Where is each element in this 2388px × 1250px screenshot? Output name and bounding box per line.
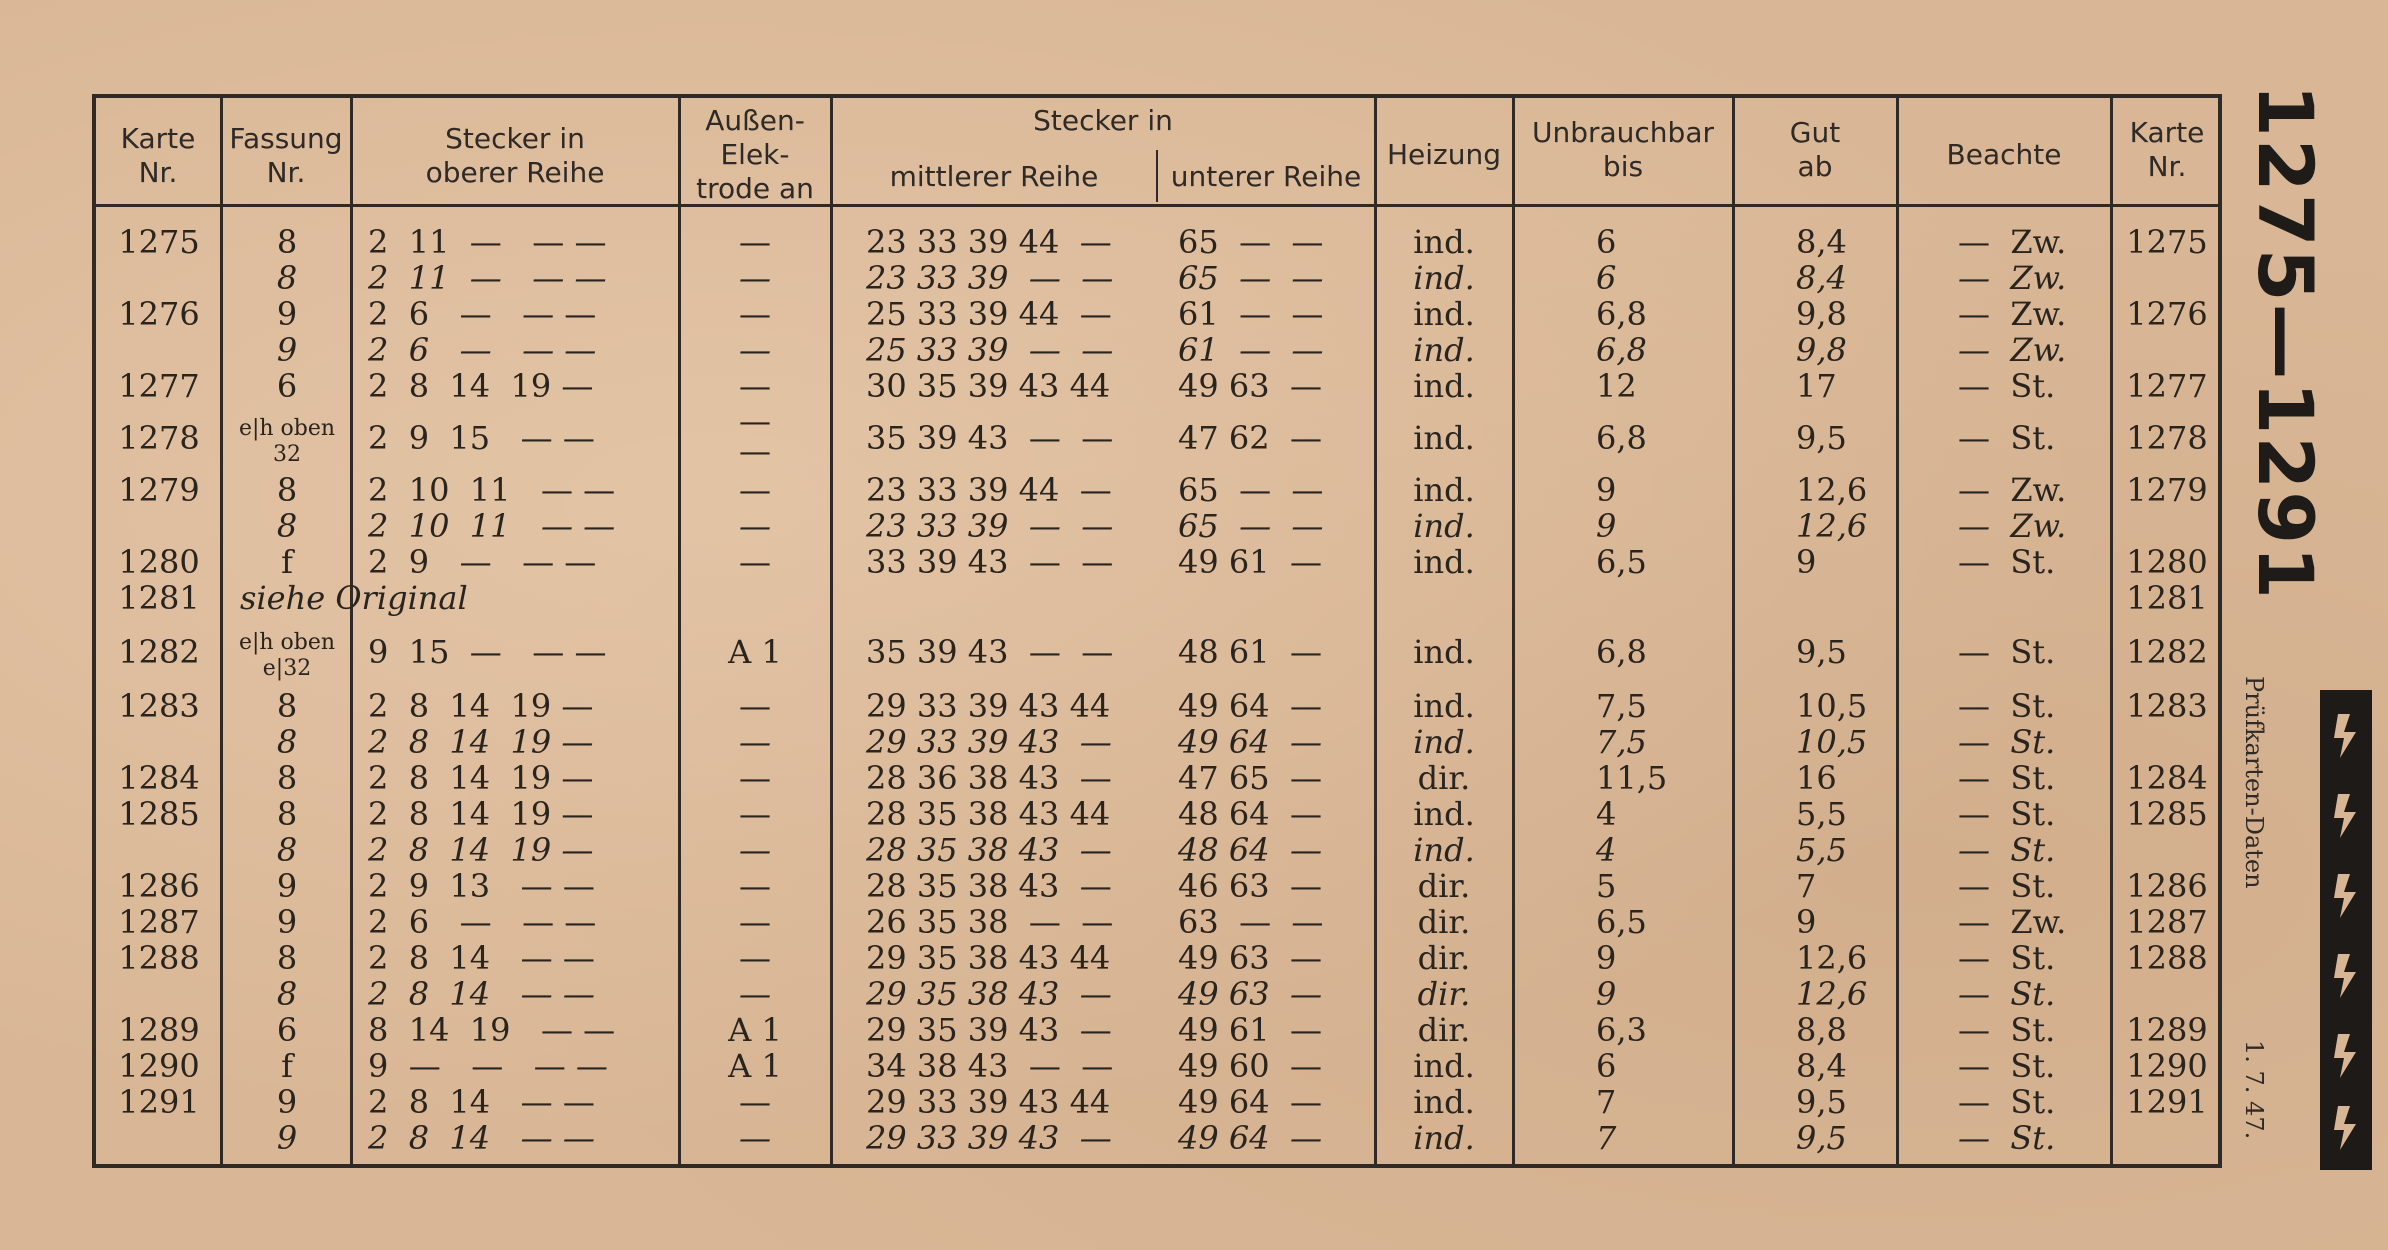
- cell-oben: 2 8 14 19 —: [368, 687, 594, 725]
- cell-karte2: 1284: [2126, 759, 2208, 797]
- cell-unten: 49 63 —: [1178, 939, 1322, 977]
- cell-heizung: ind.: [1413, 723, 1475, 761]
- cell-gut: 9,8: [1796, 295, 1847, 333]
- cell-oben: 9 — — — —: [368, 1047, 608, 1085]
- cell-mittel: 29 35 38 43 44: [866, 939, 1111, 977]
- cell-unbr: 7,5: [1596, 723, 1647, 761]
- cell-fassung: 9: [276, 1119, 298, 1157]
- cell-unbr: 6,5: [1596, 543, 1647, 581]
- cell-heizung: ind.: [1413, 831, 1475, 869]
- cell-gut: 10,5: [1796, 723, 1868, 761]
- cell-oben: 2 8 14 — —: [368, 975, 595, 1013]
- cell-heizung: ind.: [1413, 223, 1475, 261]
- cell-aussen: —: [739, 831, 771, 869]
- cell-beachte: — St.: [1958, 867, 2056, 905]
- cell-unten: 49 64 —: [1178, 687, 1322, 725]
- cell-beachte: — Zw.: [1958, 331, 2067, 369]
- cell-karte2: 1279: [2126, 471, 2208, 509]
- cell-fassung: 8: [276, 795, 298, 833]
- cell-unten: 65 — —: [1178, 223, 1324, 261]
- cell-unten: 65 — —: [1178, 471, 1324, 509]
- col-divider: [1732, 98, 1735, 1164]
- cell-mittel: 35 39 43 — —: [866, 419, 1114, 457]
- cell-unten: 65 — —: [1178, 507, 1324, 545]
- cell-unbr: 6,3: [1596, 1011, 1647, 1049]
- header-gut: Gut ab: [1789, 116, 1841, 183]
- col-divider: [350, 98, 353, 1164]
- cell-karte2: 1291: [2126, 1083, 2208, 1121]
- cell-beachte: — St.: [1958, 759, 2056, 797]
- header-beachte: Beachte: [1946, 138, 2062, 171]
- cell-mittel: 23 33 39 44 —: [866, 471, 1112, 509]
- cell-gut: 8,4: [1796, 223, 1847, 261]
- cell-fassung: 8: [276, 687, 298, 725]
- cell-beachte: — Zw.: [1958, 507, 2067, 545]
- cell-unten: 48 61 —: [1178, 633, 1322, 671]
- cell-gut: 12,6: [1796, 939, 1868, 977]
- cell-unbr: 6,8: [1596, 295, 1647, 333]
- cell-mittel: 28 36 38 43 —: [866, 759, 1112, 797]
- cell-gut: 9,5: [1796, 633, 1847, 671]
- cell-unten: 49 63 —: [1178, 367, 1322, 405]
- header-oberer-reihe: Stecker in oberer Reihe: [425, 122, 605, 189]
- cell-beachte: — St.: [1958, 723, 2056, 761]
- cell-fassung: f: [281, 1047, 293, 1085]
- cell-aussen: —: [739, 975, 771, 1013]
- cell-aussen: —: [739, 723, 771, 761]
- cell-fassung: 9: [276, 331, 298, 369]
- col-divider: [678, 98, 681, 1164]
- cell-fassung: 9: [276, 867, 298, 905]
- cell-karte: 1286: [118, 867, 200, 905]
- cell-unten: 48 64 —: [1178, 795, 1322, 833]
- card-range-title: 1275—1291: [2241, 84, 2330, 602]
- cell-beachte: — St.: [1958, 795, 2056, 833]
- cell-unten: 49 64 —: [1178, 1119, 1322, 1157]
- cell-oben: 2 11 — — —: [368, 259, 607, 297]
- cell-karte: 1290: [118, 1047, 200, 1085]
- cell-unten: 61 — —: [1178, 295, 1324, 333]
- cell-mittel: 28 35 38 43 —: [866, 831, 1112, 869]
- cell-unten: 65 — —: [1178, 259, 1324, 297]
- cell-fassung: 6: [276, 367, 298, 405]
- cell-aussen: —: [739, 507, 771, 545]
- cell-mittel: 34 38 43 — —: [866, 1047, 1114, 1085]
- cell-aussen: — —: [739, 402, 771, 470]
- cell-gut: 16: [1796, 759, 1837, 797]
- lightning-icon: [2328, 950, 2364, 1002]
- cell-gut: 8,4: [1796, 259, 1847, 297]
- cell-oben: 2 8 14 — —: [368, 939, 595, 977]
- cell-fassung: 8: [276, 723, 298, 761]
- cell-gut: 12,6: [1796, 975, 1868, 1013]
- lightning-icon: [2328, 870, 2364, 922]
- cell-fassung: 8: [276, 507, 298, 545]
- cell-karte2: 1286: [2126, 867, 2208, 905]
- cell-gut: 9: [1796, 543, 1817, 581]
- cell-gut: 12,6: [1796, 471, 1868, 509]
- cell-fassung: 6: [276, 1011, 298, 1049]
- cell-gut: 9,5: [1796, 1119, 1847, 1157]
- cell-aussen: —: [739, 223, 771, 261]
- cell-unten: 48 64 —: [1178, 831, 1322, 869]
- cell-karte: 1276: [118, 295, 200, 333]
- cell-unbr: 6: [1596, 223, 1617, 261]
- cell-beachte: — Zw.: [1958, 471, 2067, 509]
- cell-beachte: — St.: [1958, 831, 2056, 869]
- cell-mittel: 29 33 39 43 —: [866, 723, 1112, 761]
- cell-unbr: 9: [1596, 507, 1617, 545]
- cell-unbr: 6: [1596, 1047, 1617, 1085]
- col-divider: [1374, 98, 1377, 1164]
- cell-mittel: 25 33 39 — —: [866, 331, 1114, 369]
- cell-karte: 1284: [118, 759, 200, 797]
- lightning-icon: [2328, 710, 2364, 762]
- cell-heizung: dir.: [1417, 1011, 1471, 1049]
- cell-aussen: —: [739, 1119, 771, 1157]
- cell-karte: 1280: [118, 543, 200, 581]
- cell-oben: 2 6 — — —: [368, 331, 597, 369]
- cell-aussen: —: [739, 759, 771, 797]
- cell-mittel: 29 35 39 43 —: [866, 1011, 1112, 1049]
- cell-unbr: 6,5: [1596, 903, 1647, 941]
- cell-heizung: ind.: [1413, 367, 1475, 405]
- cell-oben: 2 8 14 19 —: [368, 723, 594, 761]
- lightning-icon: [2328, 1030, 2364, 1082]
- cell-beachte: — Zw.: [1958, 223, 2067, 261]
- cell-oben: 2 8 14 — —: [368, 1083, 595, 1121]
- cell-karte2: 1288: [2126, 939, 2208, 977]
- cell-heizung: ind.: [1413, 1083, 1475, 1121]
- cell-gut: 9,5: [1796, 1083, 1847, 1121]
- cell-aussen: —: [739, 1083, 771, 1121]
- cell-heizung: ind.: [1413, 471, 1475, 509]
- cell-heizung: ind.: [1413, 259, 1475, 297]
- header-unterer-reihe: unterer Reihe: [1170, 160, 1362, 193]
- cell-heizung: dir.: [1417, 903, 1471, 941]
- cell-fassung: e|h oben 32: [238, 416, 336, 467]
- cell-gut: 5,5: [1796, 795, 1847, 833]
- cell-beachte: — Zw.: [1958, 903, 2067, 941]
- cell-beachte: — St.: [1958, 419, 2056, 457]
- header-divider: [96, 204, 2218, 207]
- cell-beachte: — St.: [1958, 687, 2056, 725]
- cell-beachte: — Zw.: [1958, 259, 2067, 297]
- cell-aussen: —: [739, 687, 771, 725]
- cell-heizung: dir.: [1417, 939, 1471, 977]
- cell-aussen: A 1: [728, 1011, 782, 1049]
- cell-mittel: 29 33 39 43 —: [866, 1119, 1112, 1157]
- cell-unbr: 7: [1596, 1119, 1617, 1157]
- cell-aussen: —: [739, 471, 771, 509]
- cell-unbr: 9: [1596, 975, 1617, 1013]
- cell-unten: 49 60 —: [1178, 1047, 1322, 1085]
- cell-mittel: 26 35 38 — —: [866, 903, 1114, 941]
- cell-oben: 2 10 11 — —: [368, 471, 616, 509]
- cell-karte2: 1290: [2126, 1047, 2208, 1085]
- cell-heizung: ind.: [1413, 419, 1475, 457]
- cell-heizung: ind.: [1413, 543, 1475, 581]
- cell-unten: 47 65 —: [1178, 759, 1322, 797]
- cell-fassung: f: [281, 543, 293, 581]
- cell-unbr: 6,8: [1596, 633, 1647, 671]
- cell-fassung: 8: [276, 471, 298, 509]
- cell-heizung: ind.: [1413, 633, 1475, 671]
- cell-beachte: — St.: [1958, 975, 2056, 1013]
- cell-oben: 2 8 14 — —: [368, 1119, 595, 1157]
- cell-unbr: 7,5: [1596, 687, 1647, 725]
- header-fassung: Fassung Nr.: [229, 122, 343, 189]
- cell-mittel: 23 33 39 — —: [866, 507, 1114, 545]
- cell-aussen: —: [739, 367, 771, 405]
- cell-fassung: 8: [276, 831, 298, 869]
- cell-unbr: 11,5: [1596, 759, 1668, 797]
- col-divider: [220, 98, 223, 1164]
- cell-karte: 1287: [118, 903, 200, 941]
- cell-gut: 5,5: [1796, 831, 1847, 869]
- cell-gut: 8,4: [1796, 1047, 1847, 1085]
- cell-beachte: — St.: [1958, 1011, 2056, 1049]
- cell-mittel: 28 35 38 43 44: [866, 795, 1111, 833]
- cell-unbr: 6: [1596, 259, 1617, 297]
- cell-oben: 2 8 14 19 —: [368, 759, 594, 797]
- cell-karte2: 1277: [2126, 367, 2208, 405]
- header-mittlerer-reihe: mittlerer Reihe: [889, 160, 1099, 193]
- cell-heizung: dir.: [1417, 759, 1471, 797]
- lightning-icon: [2328, 1102, 2364, 1154]
- cell-beachte: — St.: [1958, 1119, 2056, 1157]
- cell-heizung: ind.: [1413, 687, 1475, 725]
- cell-heizung: ind.: [1413, 295, 1475, 333]
- cell-aussen: —: [739, 939, 771, 977]
- cell-karte: 1285: [118, 795, 200, 833]
- cell-karte: 1289: [118, 1011, 200, 1049]
- cell-unbr: 4: [1596, 831, 1617, 869]
- header-karte: Karte Nr.: [120, 122, 196, 189]
- cell-karte2: 1281: [2126, 579, 2208, 617]
- cell-beachte: — St.: [1958, 1083, 2056, 1121]
- cell-oben: 2 9 — — —: [368, 543, 597, 581]
- cell-fassung: e|h oben e|32: [238, 630, 336, 681]
- cell-heizung: ind.: [1413, 795, 1475, 833]
- cell-aussen: —: [739, 543, 771, 581]
- cell-gut: 10,5: [1796, 687, 1868, 725]
- cell-mittel: 23 33 39 — —: [866, 259, 1114, 297]
- cell-oben: 2 6 — — —: [368, 295, 597, 333]
- cell-fassung: 8: [276, 759, 298, 797]
- cell-fassung: 8: [276, 223, 298, 261]
- cell-unten: 49 61 —: [1178, 543, 1322, 581]
- cell-heizung: dir.: [1417, 867, 1471, 905]
- cell-unten: 47 62 —: [1178, 419, 1322, 457]
- cell-oben: 2 10 11 — —: [368, 507, 616, 545]
- cell-aussen: A 1: [728, 633, 782, 671]
- cell-gut: 9: [1796, 903, 1817, 941]
- cell-fassung: 8: [276, 975, 298, 1013]
- cell-mittel: 28 35 38 43 —: [866, 867, 1112, 905]
- cell-unbr: 9: [1596, 471, 1617, 509]
- cell-karte: 1275: [118, 223, 200, 261]
- cell-aussen: A 1: [728, 1047, 782, 1085]
- cell-karte2: 1289: [2126, 1011, 2208, 1049]
- cell-beachte: — St.: [1958, 367, 2056, 405]
- cell-unten: 49 64 —: [1178, 1083, 1322, 1121]
- cell-fassung: 9: [276, 903, 298, 941]
- cell-mittel: 29 33 39 43 44: [866, 1083, 1111, 1121]
- cell-karte2: 1287: [2126, 903, 2208, 941]
- col-divider: [1896, 98, 1899, 1164]
- cell-mittel: 23 33 39 44 —: [866, 223, 1112, 261]
- cell-unbr: 7: [1596, 1083, 1617, 1121]
- cell-oben: 2 6 — — —: [368, 903, 597, 941]
- cell-karte2: 1276: [2126, 295, 2208, 333]
- cell-karte: 1279: [118, 471, 200, 509]
- cell-gut: 9,8: [1796, 331, 1847, 369]
- header-unbrauchbar: Unbrauchbar bis: [1531, 116, 1714, 183]
- cell-oben: 2 9 13 — —: [368, 867, 595, 905]
- cell-heizung: ind.: [1413, 1119, 1475, 1157]
- cell-unbr: 6,8: [1596, 419, 1647, 457]
- lightning-icon: [2328, 790, 2364, 842]
- cell-gut: 9,5: [1796, 419, 1847, 457]
- lightning-bar: [2320, 690, 2372, 1170]
- cell-unbr: 6,8: [1596, 331, 1647, 369]
- cell-fassung: 9: [276, 1083, 298, 1121]
- header-karte-right: Karte Nr.: [2129, 116, 2205, 183]
- cell-oben: 8 14 19 — —: [368, 1011, 616, 1049]
- header-heizung: Heizung: [1386, 138, 1502, 171]
- cell-unten: 63 — —: [1178, 903, 1324, 941]
- cell-aussen: —: [739, 867, 771, 905]
- cell-unbr: 12: [1596, 367, 1637, 405]
- side-date: 1. 7. 47.: [2240, 1040, 2268, 1140]
- cell-karte2: 1282: [2126, 633, 2208, 671]
- cell-mittel: 29 33 39 43 44: [866, 687, 1111, 725]
- header-aussen-elektrode: Außen- Elek- trode an: [696, 104, 814, 205]
- cell-beachte: — Zw.: [1958, 295, 2067, 333]
- cell-aussen: —: [739, 259, 771, 297]
- cell-beachte: — St.: [1958, 939, 2056, 977]
- cell-unbr: 9: [1596, 939, 1617, 977]
- cell-mittel: 29 35 38 43 —: [866, 975, 1112, 1013]
- cell-aussen: —: [739, 795, 771, 833]
- cell-unten: 49 63 —: [1178, 975, 1322, 1013]
- col-divider: [830, 98, 833, 1164]
- side-label: Prüfkarten-Daten: [2240, 676, 2268, 889]
- cell-heizung: ind.: [1413, 331, 1475, 369]
- cell-gut: 17: [1796, 367, 1837, 405]
- cell-heizung: dir.: [1417, 975, 1471, 1013]
- cell-mittel: 33 39 43 — —: [866, 543, 1114, 581]
- cell-aussen: —: [739, 331, 771, 369]
- cell-beachte: — St.: [1958, 543, 2056, 581]
- cell-karte: 1278: [118, 419, 200, 457]
- col-divider: [1512, 98, 1515, 1164]
- cell-fassung: 8: [276, 259, 298, 297]
- cell-oben: 2 8 14 19 —: [368, 795, 594, 833]
- cell-karte2: 1275: [2126, 223, 2208, 261]
- cell-karte: 1291: [118, 1083, 200, 1121]
- cell-oben: 2 8 14 19 —: [368, 831, 594, 869]
- cell-karte: 1281: [118, 579, 200, 617]
- cell-fassung: 8: [276, 939, 298, 977]
- cell-aussen: —: [739, 295, 771, 333]
- cell-karte: 1283: [118, 687, 200, 725]
- cell-karte2: 1285: [2126, 795, 2208, 833]
- cell-fassung: 9: [276, 295, 298, 333]
- cell-gut: 8,8: [1796, 1011, 1847, 1049]
- header-stecker-in: Stecker in: [1033, 104, 1173, 137]
- cell-oben: 2 8 14 19 —: [368, 367, 594, 405]
- cell-unbr: 4: [1596, 795, 1617, 833]
- cell-gut: 12,6: [1796, 507, 1868, 545]
- cell-unbr: 5: [1596, 867, 1617, 905]
- cell-oben: 2 9 15 — —: [368, 419, 595, 457]
- cell-oben: 2 11 — — —: [368, 223, 607, 261]
- cell-gut: 7: [1796, 867, 1817, 905]
- cell-heizung: ind.: [1413, 507, 1475, 545]
- cell-mittel: 35 39 43 — —: [866, 633, 1114, 671]
- cell-unten: 61 — —: [1178, 331, 1324, 369]
- cell-fassung: siehe Original: [240, 579, 468, 617]
- cell-mittel: 30 35 39 43 44: [866, 367, 1111, 405]
- cell-karte: 1282: [118, 633, 200, 671]
- cell-unten: 49 61 —: [1178, 1011, 1322, 1049]
- cell-karte2: 1280: [2126, 543, 2208, 581]
- cell-beachte: — St.: [1958, 633, 2056, 671]
- cell-karte2: 1283: [2126, 687, 2208, 725]
- cell-heizung: ind.: [1413, 1047, 1475, 1085]
- cell-mittel: 25 33 39 44 —: [866, 295, 1112, 333]
- cell-aussen: —: [739, 903, 771, 941]
- cell-karte2: 1278: [2126, 419, 2208, 457]
- cell-karte: 1277: [118, 367, 200, 405]
- col-divider: [2110, 98, 2113, 1164]
- cell-oben: 9 15 — — —: [368, 633, 607, 671]
- cell-karte: 1288: [118, 939, 200, 977]
- cell-beachte: — St.: [1958, 1047, 2056, 1085]
- cell-unten: 49 64 —: [1178, 723, 1322, 761]
- cell-unten: 46 63 —: [1178, 867, 1322, 905]
- table-frame: [92, 94, 2222, 1168]
